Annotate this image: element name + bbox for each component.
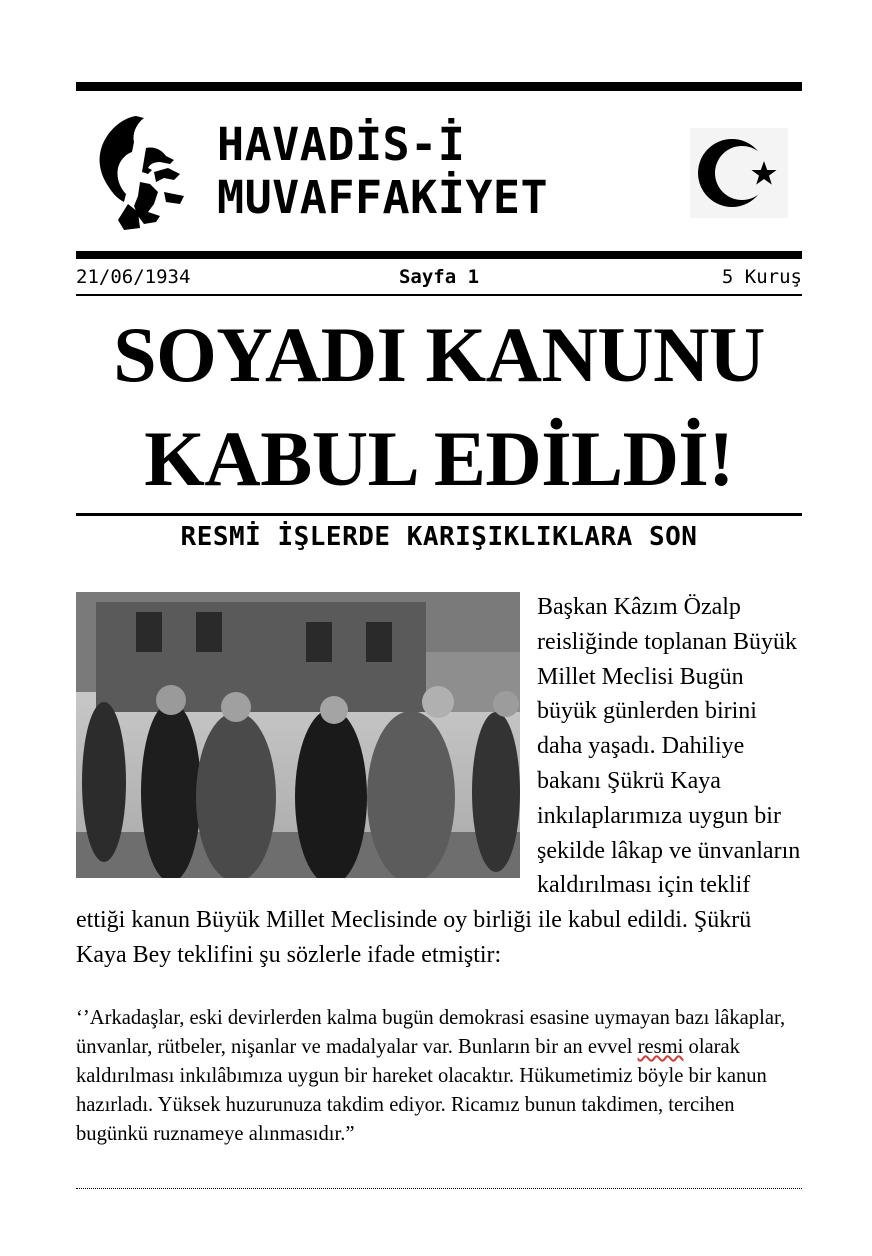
headline-rule (76, 513, 802, 516)
info-bar-rule (76, 294, 802, 296)
crescent-star-icon (690, 128, 788, 218)
issue-date: 21/06/1934 (76, 266, 191, 288)
quote-underlined-word: resmi (637, 1036, 684, 1058)
page-number: Sayfa 1 (398, 266, 480, 288)
article-text: Başkan Kâzım Özalp reisliğinde toplanan Büyük Millet Meclisi Bugün büyük günlerden birini daha yaşadı. Dahiliye bakanı Şükrü Kaya inkılaplarımıza uygun bir şekilde lâkap ve ünvanların kaldırılması için teklif ettiği kanun Büyük Millet Meclisinde oy birliği ile kabul edildi. Şükrü Kaya Bey teklifini şu sözlerle ifade etmiştir: (76, 594, 801, 968)
masthead-top-rule (76, 82, 802, 91)
newspaper-masthead-title (217, 118, 548, 224)
ataturk-silhouette-icon (94, 112, 194, 232)
photo-spacer (76, 590, 537, 890)
main-headline (76, 303, 802, 511)
issue-price: 5 Kuruş (721, 266, 802, 288)
quote-text-end: olarak kaldırılması inkılâbımıza uygun bir hareket olacaktır. Hükumetimiz böyle bir kanun hazırladı. Yüksek huzurunuza takdim ediyor. Ricamız bunun takdimen, tercihen bugünkü ruznameye alınmasıdır.” (76, 1036, 767, 1145)
article-quote (76, 1004, 808, 1149)
masthead-title-line1: HAVADİS-İ (217, 118, 466, 171)
article-body (76, 590, 802, 973)
quote-text-start: ‘’Arkadaşlar, eski devirlerden kalma bugün demokrasi esasine uymayan bazı lâkaplar, ünvanlar, rütbeler, nişanlar ve madalyalar var. Bunların bir an evvel (76, 1007, 786, 1058)
issue-info-bar (76, 262, 802, 292)
masthead-title-line2: MUVAFFAKİYET (217, 171, 549, 224)
masthead-bottom-rule (76, 251, 802, 259)
headline-line2: KABUL EDİLDİ! (144, 415, 734, 502)
subheadline: RESMİ İŞLERDE KARIŞIKLIKLARA SON (180, 522, 698, 552)
footer-dotted-rule (76, 1188, 802, 1189)
headline-line1: SOYADI KANUNU (113, 311, 765, 398)
